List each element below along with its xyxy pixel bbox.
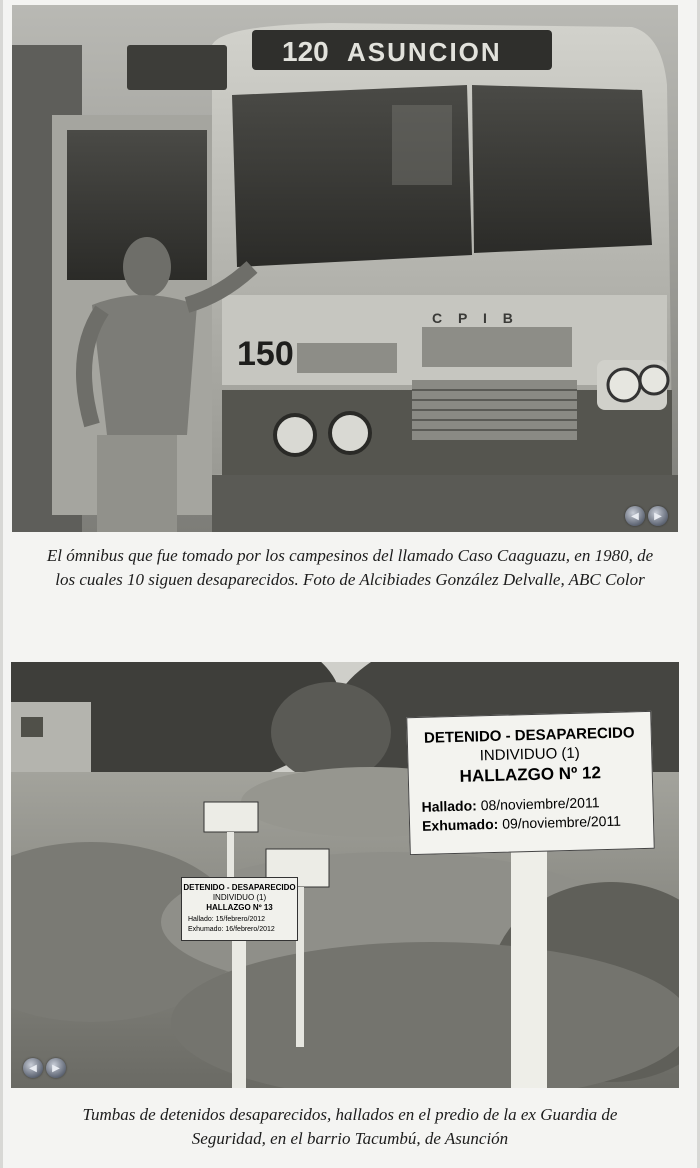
sign12-found-date: 08/noviembre/2011 <box>480 794 600 814</box>
sign13-line3: HALLAZGO Nº 13 <box>206 903 273 912</box>
sign12-exhumed-date: 09/noviembre/2011 <box>501 812 622 832</box>
bus-photo-illustration <box>12 5 678 532</box>
route-destination: ASUNCION <box>347 37 502 67</box>
caption-bottom <box>0 1103 700 1151</box>
grave-sign-12 <box>406 711 655 855</box>
caption-top-line2: los cuales 10 siguen desaparecidos. Foto de Alcibiades González Delvalle, ABC Color <box>55 570 645 589</box>
graves-photo <box>11 662 679 1088</box>
caption-bottom-line2: Seguridad, en el barrio Tacumbú, de Asunción <box>191 1129 509 1148</box>
front-brand: C P I B <box>432 310 519 326</box>
sign12-line1: DETENIDO - DESAPARECIDO <box>423 724 635 747</box>
sign12-exhumed-label: Exhumado: <box>421 815 499 834</box>
sign12-line2: INDIVIDUO (1) <box>479 744 580 765</box>
route-number: 120 <box>282 36 329 67</box>
sign13-line1: DETENIDO - DESAPARECIDO <box>183 883 296 892</box>
grave-sign-13 <box>181 877 298 941</box>
bus-photo <box>12 5 678 532</box>
sign13-line2: INDIVIDUO (1) <box>212 893 267 902</box>
sign13-found-date: 15/febrero/2012 <box>215 916 266 923</box>
arrow-right-icon[interactable]: ▶ <box>648 506 668 526</box>
sign13-found-label: Hallado: <box>188 916 214 923</box>
sign13-exhumed-label: Exhumado: <box>188 926 224 933</box>
caption-top <box>0 544 700 592</box>
sign12-found-label: Hallado: <box>421 797 478 815</box>
top-photo-nav <box>625 506 668 526</box>
arrow-left-icon[interactable]: ◀ <box>625 506 645 526</box>
sign12-line3: HALLAZGO Nº 12 <box>459 763 602 786</box>
caption-top-line1: El ómnibus que fue tomado por los campesinos del llamado Caso Caaguazu, en 1980, de <box>46 546 654 565</box>
arrow-left-icon[interactable]: ◀ <box>23 1058 43 1078</box>
arrow-right-icon[interactable]: ▶ <box>46 1058 66 1078</box>
caption-bottom-line1: Tumbas de detenidos desaparecidos, hallados en el predio de la ex Guardia de <box>82 1105 618 1124</box>
bottom-photo-nav <box>23 1058 66 1078</box>
fleet-number: 150 <box>237 335 294 373</box>
sign13-exhumed-date: 16/febrero/2012 <box>225 926 275 933</box>
